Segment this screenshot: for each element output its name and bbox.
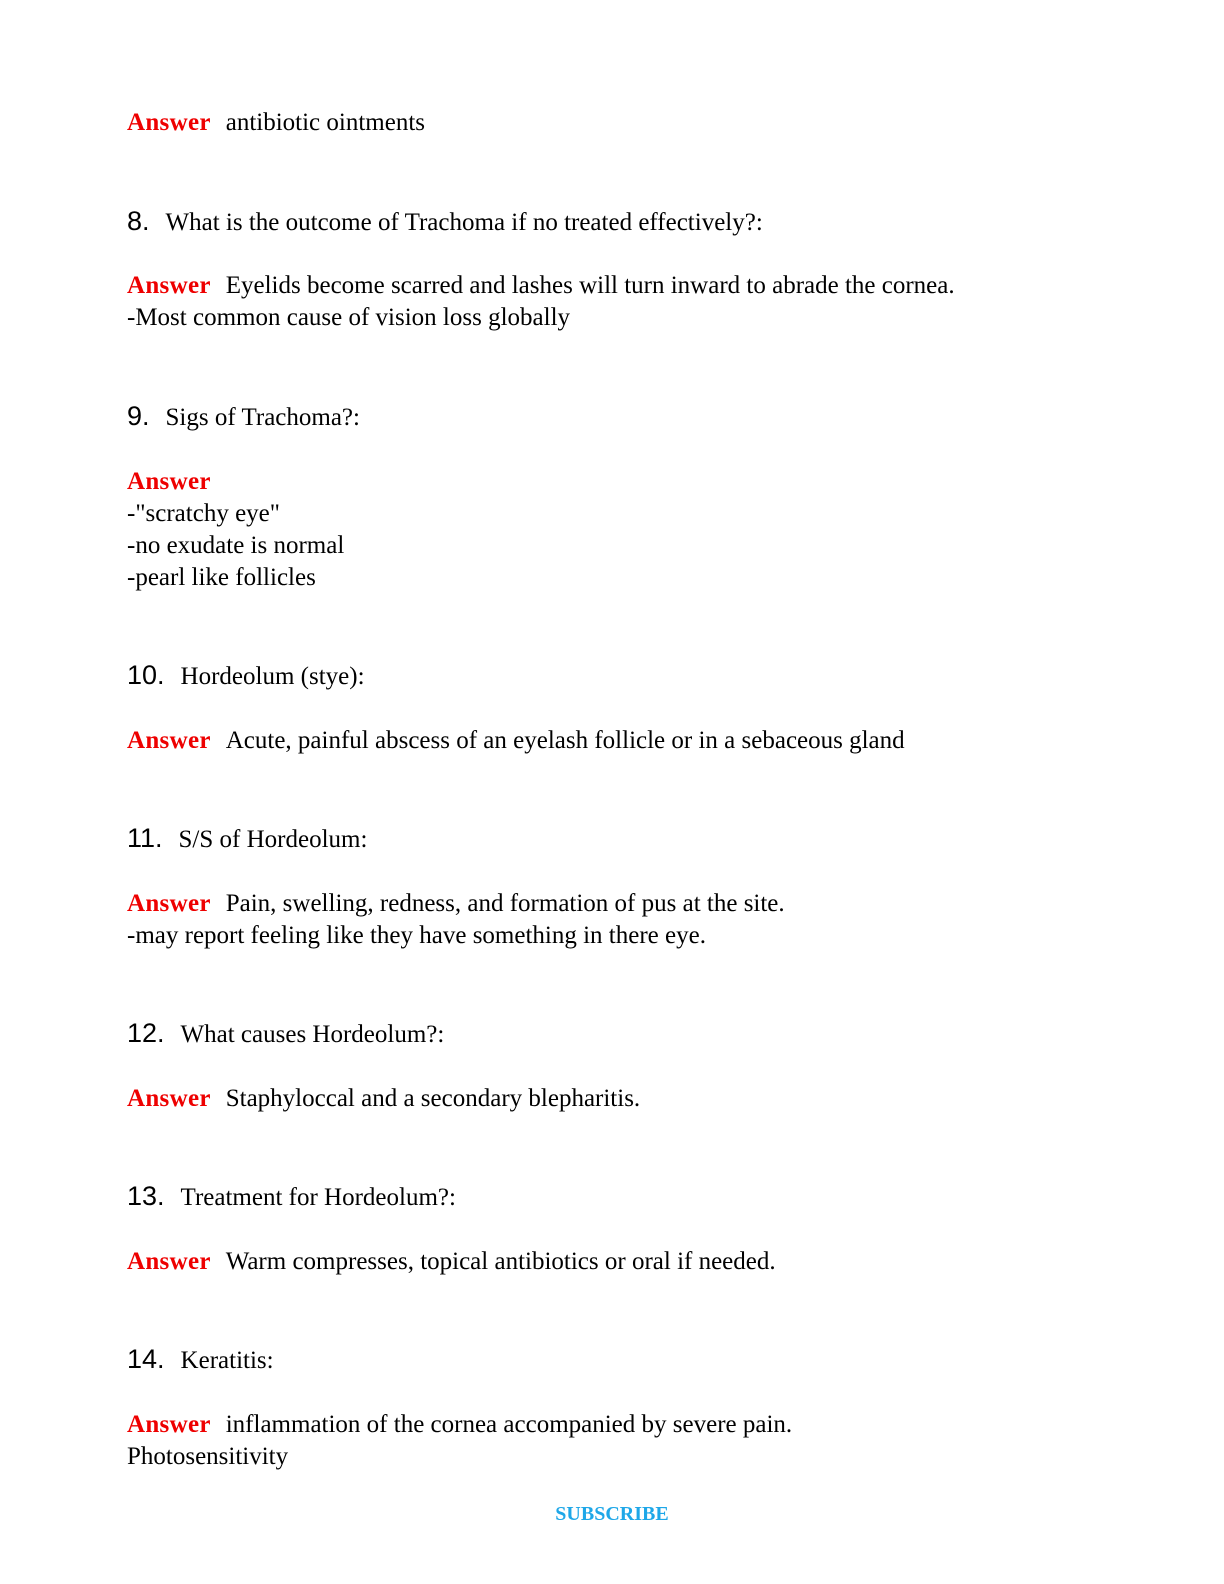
answer-block	[127, 1409, 792, 1473]
answer-label: Answer	[127, 1411, 211, 1438]
question-14	[127, 1343, 274, 1377]
question-number: 13.	[127, 1181, 165, 1211]
question-number: 14.	[127, 1344, 165, 1374]
answer-text: Staphyloccal and a secondary blepharitis.	[225, 1085, 641, 1112]
answer-text: -may report feeling like they have something in there eye.	[127, 922, 706, 949]
answer-block	[127, 725, 905, 757]
answer-label: Answer	[127, 890, 211, 917]
answer-text: antibiotic ointments	[225, 109, 426, 136]
answer-block	[127, 888, 785, 952]
question-number: 12.	[127, 1018, 165, 1048]
answer-block	[127, 107, 425, 139]
question-text: Hordeolum (stye):	[180, 663, 365, 690]
answer-block	[127, 270, 955, 334]
answer-text: Acute, painful abscess of an eyelash follicle or in a sebaceous gland	[225, 727, 905, 754]
answer-text: Photosensitivity	[127, 1443, 289, 1470]
question-12	[127, 1017, 444, 1051]
answer-block	[127, 466, 344, 594]
question-text: Keratitis:	[180, 1347, 274, 1374]
question-text: Sigs of Trachoma?:	[165, 404, 360, 431]
question-number: 10.	[127, 660, 165, 690]
question-9	[127, 400, 360, 434]
answer-text: -"scratchy eye"	[127, 500, 280, 527]
question-number: 11.	[127, 823, 163, 853]
answer-label: Answer	[127, 1248, 211, 1275]
question-13	[127, 1180, 456, 1214]
answer-block	[127, 1246, 776, 1278]
question-number: 9.	[127, 401, 150, 431]
answer-block	[127, 1083, 640, 1115]
question-text: What causes Hordeolum?:	[180, 1021, 445, 1048]
question-11	[127, 822, 367, 856]
answer-text: Warm compresses, topical antibiotics or oral if needed.	[225, 1248, 776, 1275]
answer-text: -pearl like follicles	[127, 564, 316, 591]
subscribe-link[interactable]: SUBSCRIBE	[555, 1503, 669, 1525]
answer-text: Pain, swelling, redness, and formation of pus at the site.	[225, 890, 785, 917]
question-10	[127, 659, 365, 693]
answer-label: Answer	[127, 272, 211, 299]
question-8	[127, 205, 763, 239]
question-text: S/S of Hordeolum:	[178, 826, 368, 853]
answer-label: Answer	[127, 727, 211, 754]
answer-text: inflammation of the cornea accompanied by severe pain.	[225, 1411, 793, 1438]
answer-text: Eyelids become scarred and lashes will turn inward to abrade the cornea.	[225, 272, 955, 299]
answer-label: Answer	[127, 1085, 211, 1112]
question-text: What is the outcome of Trachoma if no treated effectively?:	[165, 209, 763, 236]
answer-label: Answer	[127, 468, 211, 495]
question-text: Treatment for Hordeolum?:	[180, 1184, 456, 1211]
answer-text: -Most common cause of vision loss globally	[127, 304, 571, 331]
answer-text: -no exudate is normal	[127, 532, 345, 559]
answer-label: Answer	[127, 109, 211, 136]
question-number: 8.	[127, 206, 150, 236]
